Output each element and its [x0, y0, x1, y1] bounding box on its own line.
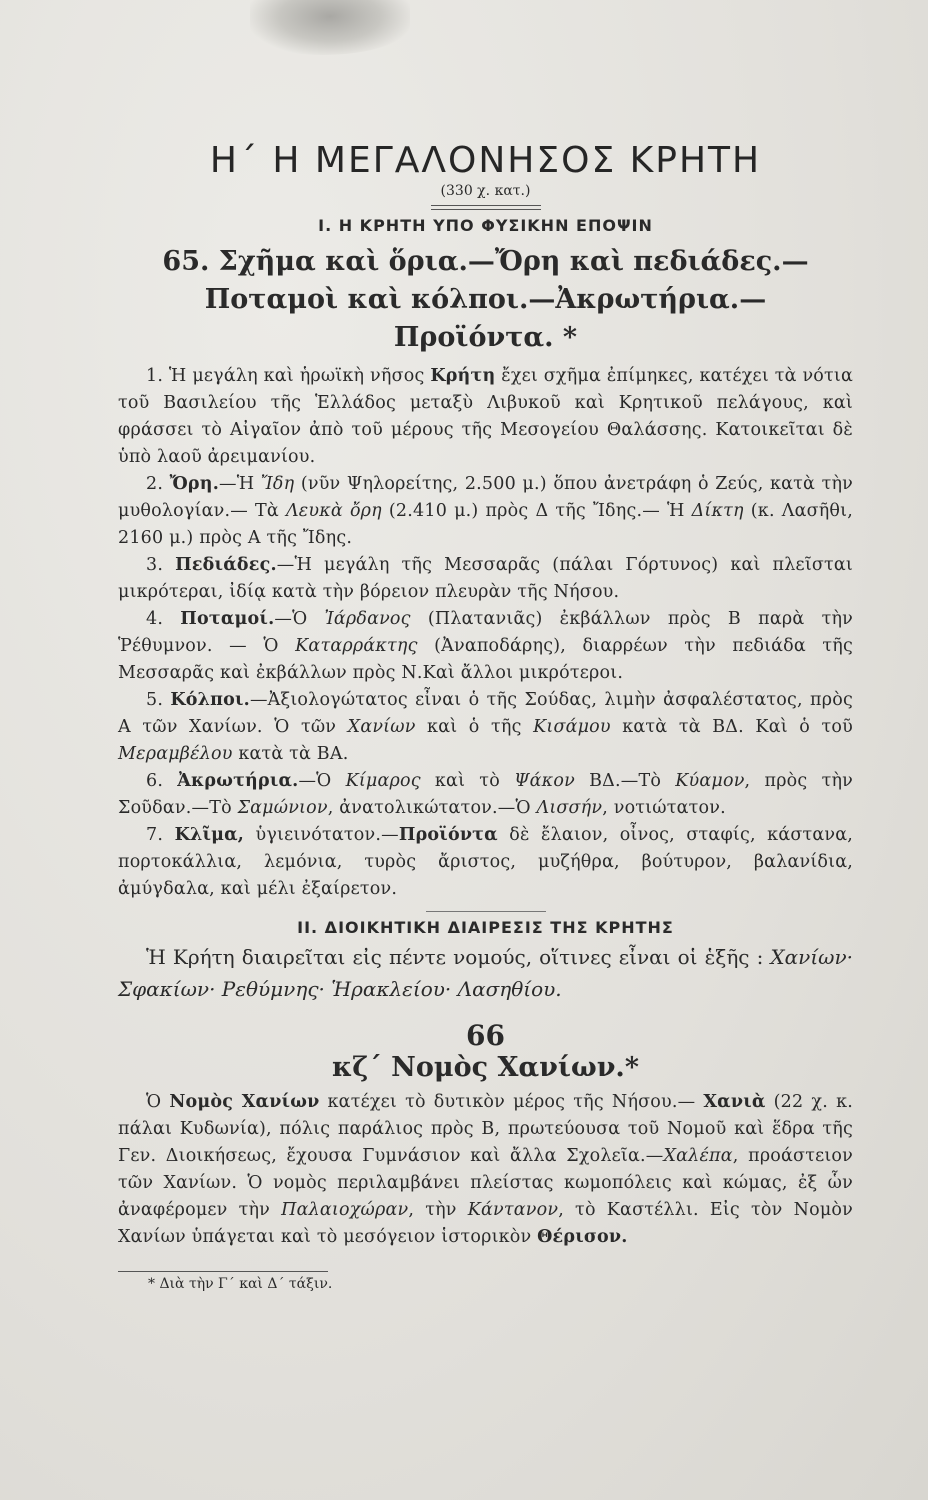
bold-term: Ἀκρωτήρια. [177, 771, 299, 791]
heading-line-3: Προϊόντα. * [393, 322, 578, 353]
text-run: , ἀνατολικώτατον.—Ὁ [327, 798, 537, 818]
bold-term: Κόλποι. [170, 690, 250, 710]
paragraph-rivers [118, 606, 853, 687]
paragraph-chania [118, 1089, 853, 1251]
text-run: —Ὁ [298, 771, 346, 791]
text-run: καὶ τὸ [420, 771, 515, 791]
text-run: , τὸ Καστέλλι. Εἰς τὸν Νομὸν Χανίων ὑπάγεται καὶ τὸ μεσόγειον ἱστορικὸν [118, 1200, 853, 1247]
text-run: (Πλατανιᾶς) ἐκβάλλων πρὸς Β παρὰ τὴν Ῥέθυμνον. — Ὁ [118, 609, 853, 656]
text-run: 6. [146, 771, 178, 791]
paragraph-mountains [118, 471, 853, 552]
text-run: 7. [146, 825, 175, 845]
ornamental-rule [431, 205, 541, 210]
italic-term: Σαμώνιον [237, 798, 328, 818]
text-run: 5. [146, 690, 171, 710]
italic-term: Δίκτη [691, 501, 744, 521]
italic-term: Λισσήν [536, 798, 603, 818]
section-heading-2: ΙΙ. ΔΙΟΙΚΗΤΙΚΗ ΔΙΑΙΡΕΣΙΣ ΤΗΣ ΚΡΗΤΗΣ [297, 918, 674, 937]
italic-term: Καταρράκτης [295, 636, 418, 656]
italic-term: Κισάμου [533, 717, 611, 737]
divider [426, 911, 546, 912]
italic-term: Μεραμβέλου [118, 744, 233, 764]
text-run: —Ἀξιολογώτατος εἶναι ὁ τῆς Σούδας, λιμὴν ἀσφαλέστατος, πρὸς Α τῶν Χανίων. Ὁ τῶν [118, 690, 853, 737]
italic-term: Παλαιοχώραν [281, 1200, 409, 1220]
section-heading-1: Ι. Η ΚΡΗΤΗ ΥΠΟ ΦΥΣΙΚΗΝ ΕΠΟΨΙΝ [318, 216, 653, 235]
text-run: κατὰ τὰ ΒΑ. [232, 744, 349, 764]
text-run: (2.410 μ.) πρὸς Δ τῆς Ἴδης.— Ἡ [381, 501, 692, 521]
text-run: καὶ ὁ τῆς [415, 717, 534, 737]
paper-stain [250, 0, 410, 55]
document-body [118, 140, 853, 1292]
paragraph-plains [118, 552, 853, 606]
text-run: ὑγιεινότατον.— [244, 825, 399, 845]
footnote-rule [118, 1271, 328, 1272]
text-run: κατέχει τὸ δυτικὸν μέρος τῆς Νήσου.— [319, 1092, 704, 1112]
text-run: 2. [146, 474, 170, 494]
italic-term: Κύαμον [675, 771, 745, 791]
text-run: (νῦν Ψηλορείτης, 2.500 μ.) ὅπου ἀνετράφη ὁ Ζεύς, κατὰ τὴν μυθολογίαν.— Τὰ [118, 474, 853, 521]
bold-term: Πεδιάδες. [175, 555, 277, 575]
italic-term: Λευκὰ ὄρη [285, 501, 382, 521]
italic-term: Χανίων· Σφακίων· Ρεθύμνης· Ἡρακλείου· Λασηθίου. [118, 945, 853, 1001]
text-run: —Ἡ μεγάλη τῆς Μεσσαρᾶς (πάλαι Γόρτυνος) καὶ πλεῖσται μικρότεραι, ἰδίᾳ κατὰ τὴν βόρειον πλευρὰν τῆς Νήσου. [118, 555, 853, 602]
text-run: —Ἡ [219, 474, 261, 494]
bold-term: Νομὸς Χανίων [169, 1092, 320, 1112]
text-run: κατὰ τὰ ΒΔ. Καὶ ὁ τοῦ [610, 717, 853, 737]
bold-term: Χανιὰ [703, 1092, 766, 1112]
text-run: , τὴν [408, 1200, 468, 1220]
text-run: , νοτιώτατον. [602, 798, 726, 818]
nomos-heading: κζ΄ Νομὸς Χανίων.* [332, 1052, 639, 1083]
paragraph-shape [118, 363, 853, 471]
text-run: ΒΔ.—Τὸ [574, 771, 676, 791]
text-run: —Ὁ [274, 609, 325, 629]
italic-term: Ἴδη [260, 474, 295, 494]
italic-term: Κίμαρος [345, 771, 421, 791]
text-run: δὲ ἔλαιον, οἶνος, σταφίς, κάστανα, πορτοκάλλια, λεμόνια, τυρὸς ἄριστος, μυζήθρα, βούτυρον, βαλανίδια, ἀμύγδαλα, καὶ μέλι ἐξαίρετον. [118, 825, 854, 899]
text-run: (22 χ. κ. πάλαι Κυδωνία), πόλις παράλιος πρὸς Β, πρωτεύουσα τοῦ Νομοῦ καὶ ἕδρα τῆς Γεν. Διοικήσεως, ἔχουσα Γυμνάσιον καὶ ἄλλα Σχολεῖα.— [118, 1092, 853, 1166]
text-run: ἔχει σχῆμα ἐπίμηκες, κατέχει τὰ νότια τοῦ Βασιλείου τῆς Ἑλλάδος μεταξὺ Λιβυκοῦ καὶ Κρητικοῦ πελάγους, καὶ φράσσει τὸ Αἰγαῖον ἀπὸ τοῦ μέρους τῆς Μεσογείου Θαλάσσης. Κατοικεῖται δὲ ὑπὸ λαοῦ ἀρειμανίου. [118, 366, 853, 467]
italic-term: Χανίων [347, 717, 416, 737]
paragraph-divisions [118, 941, 853, 1005]
text-run: Ἡ Κρήτη διαιρεῖται εἰς πέντε νομούς, οἵτινες εἶναι οἱ ἑξῆς : [146, 945, 771, 969]
text-run: (κ. Λασῆθι, 2160 μ.) πρὸς Α τῆς Ἴδης. [118, 501, 853, 548]
lesson-66-number: 66 [466, 1019, 505, 1052]
italic-term: Ἰάρδανος [324, 609, 411, 629]
paragraph-climate [118, 822, 853, 903]
text-run: , πρὸς τὴν Σοῦδαν.—Τὸ [118, 771, 853, 818]
text-run: 3. [146, 555, 176, 575]
text-run: , προάστειον τῶν Χανίων. Ὁ νομὸς περιλαμβάνει πλείστας κωμοπόλεις καὶ κώμας, ἐξ ὧν ἀναφέρομεν τὴν [118, 1146, 853, 1220]
area-note: (330 χ. κατ.) [440, 183, 531, 199]
bold-term: Κρήτη [430, 366, 496, 386]
heading-line-1: 65. Σχῆμα καὶ ὅρια.—Ὄρη καὶ πεδιάδες.— [162, 246, 809, 277]
footnote: * Διὰ τὴν Γ΄ καὶ Δ΄ τάξιν. [148, 1276, 333, 1292]
bold-term: Κλῖμα, [174, 825, 245, 845]
text-run: 4. [146, 609, 181, 629]
paragraph-capes [118, 768, 853, 822]
heading-line-2: Ποταμοὶ καὶ κόλποι.—Ἀκρωτήρια.— [204, 284, 767, 315]
paragraph-gulfs [118, 687, 853, 768]
bold-term: Θέρισον. [537, 1227, 628, 1247]
text-run: Ὁ [146, 1092, 170, 1112]
lesson-65-heading [118, 243, 853, 357]
page-title: Η΄ Η ΜΕΓΑΛΟΝΗΣΟΣ ΚΡΗΤΗ [209, 140, 762, 181]
italic-term: Κάντανον [467, 1200, 559, 1220]
bold-term: Ποταμοί. [180, 609, 275, 629]
text-run: 1. Ἡ μεγάλη καὶ ἡρωϊκὴ νῆσος [146, 366, 431, 386]
bold-term: Προϊόντα [398, 825, 498, 845]
text-run: (Ἀναποδάρης), διαρρέων τὴν πεδιάδα τῆς Μεσσαρᾶς καὶ ἐκβάλλων πρὸς Ν.Καὶ ἄλλοι μικρότεροι. [118, 636, 853, 683]
italic-term: Χαλέπα [663, 1146, 733, 1166]
bold-term: Ὄρη. [169, 474, 219, 494]
italic-term: Ψάκον [514, 771, 575, 791]
